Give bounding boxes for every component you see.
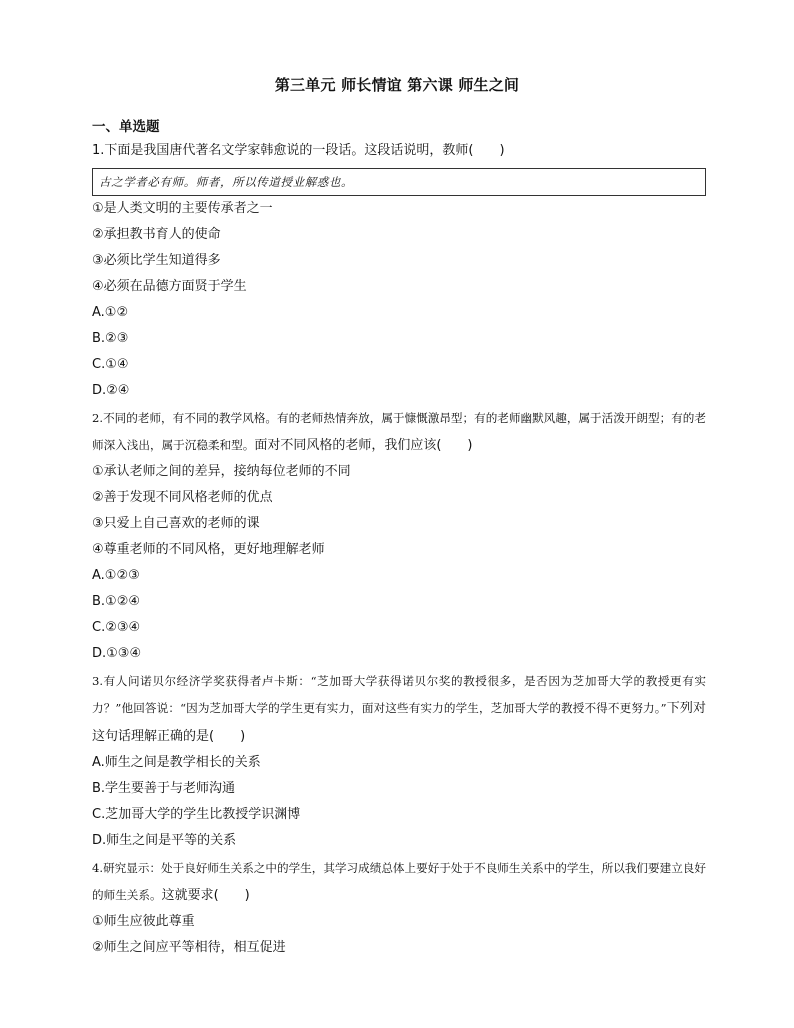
- question-3-stem: [92, 667, 706, 750]
- question-4-stem-quote: 4.研究显示：处于良好师生关系之中的学生，其学习成绩总体上要好于处于不良师生关系中的学生，所以我们要建立良好的师生关系。: [92, 861, 706, 902]
- question-2-option-c: C.②③④: [92, 620, 141, 635]
- question-2-option-d: D.①③④: [92, 646, 142, 661]
- question-3-option-b: B.学生要善于与老师沟通: [92, 781, 236, 796]
- section-heading: 一、单选题: [92, 119, 160, 135]
- question-3-stem-quote: 3.有人问诺贝尔经济学奖获得者卢卡斯：“芝加哥大学获得诺贝尔奖的教授很多，是否因为芝加哥大学的教授更有实力？”他回答说：“因为芝加哥大学的学生更有实力，面对这些有实力的学生，芝加哥大学的教授不得不更努力。”: [92, 674, 706, 715]
- question-1-stem: 1.下面是我国唐代著名文学家韩愈说的一段话。这段话说明，教师( ): [92, 143, 505, 158]
- question-3-stem-ask: 下列对这句话理解正确的是( ): [92, 701, 706, 744]
- question-1-option-a: A.①②: [92, 305, 129, 320]
- question-1-statement-1: ①是人类文明的主要传承者之一: [92, 201, 273, 216]
- question-list: [92, 138, 706, 961]
- question-4-stem-ask: 这就要求( ): [161, 888, 250, 903]
- question-2-statement-1: ①承认老师之间的差异，接纳每位老师的不同: [92, 464, 351, 479]
- question-1-statement-2: ②承担教书育人的使命: [92, 227, 221, 242]
- question-2-stem-quote: 2.不同的老师，有不同的教学风格。有的老师热情奔放，属于慷慨激昂型；有的老师幽默风趣，属于活泼开朗型；有的老师深入浅出，属于沉稳柔和型。: [92, 411, 706, 452]
- question-1-option-d: D.②④: [92, 383, 130, 398]
- question-1-option-c: C.①④: [92, 357, 129, 372]
- question-2-statement-4: ④尊重老师的不同风格，更好地理解老师: [92, 542, 325, 557]
- question-4-statement-2: ②师生之间应平等相待，相互促进: [92, 940, 286, 955]
- question-3-option-d: D.师生之间是平等的关系: [92, 833, 237, 848]
- question-3-option-c: C.芝加哥大学的学生比教授学识渊博: [92, 807, 301, 822]
- question-4-stem: [92, 854, 706, 909]
- question-4-statement-1: ①师生应彼此尊重: [92, 914, 195, 929]
- question-2-statement-3: ③只爱上自己喜欢的老师的课: [92, 516, 260, 531]
- question-2-stem-ask: 面对不同风格的老师，我们应该( ): [254, 438, 473, 453]
- question-2-statement-2: ②善于发现不同风格老师的优点: [92, 490, 273, 505]
- page-title: 第三单元 师长情谊 第六课 师生之间: [274, 76, 520, 94]
- question-1-quote-box: 古之学者必有师。师者，所以传道授业解惑也。: [92, 168, 706, 196]
- question-2-option-a: A.①②③: [92, 568, 140, 583]
- question-1-statement-3: ③必须比学生知道得多: [92, 253, 221, 268]
- question-2-option-b: B.①②④: [92, 594, 141, 609]
- question-1-option-b: B.②③: [92, 331, 129, 346]
- question-2-stem: [92, 404, 706, 459]
- question-3-option-a: A.师生之间是教学相长的关系: [92, 755, 261, 770]
- question-1-statement-4: ④必须在品德方面贤于学生: [92, 279, 247, 294]
